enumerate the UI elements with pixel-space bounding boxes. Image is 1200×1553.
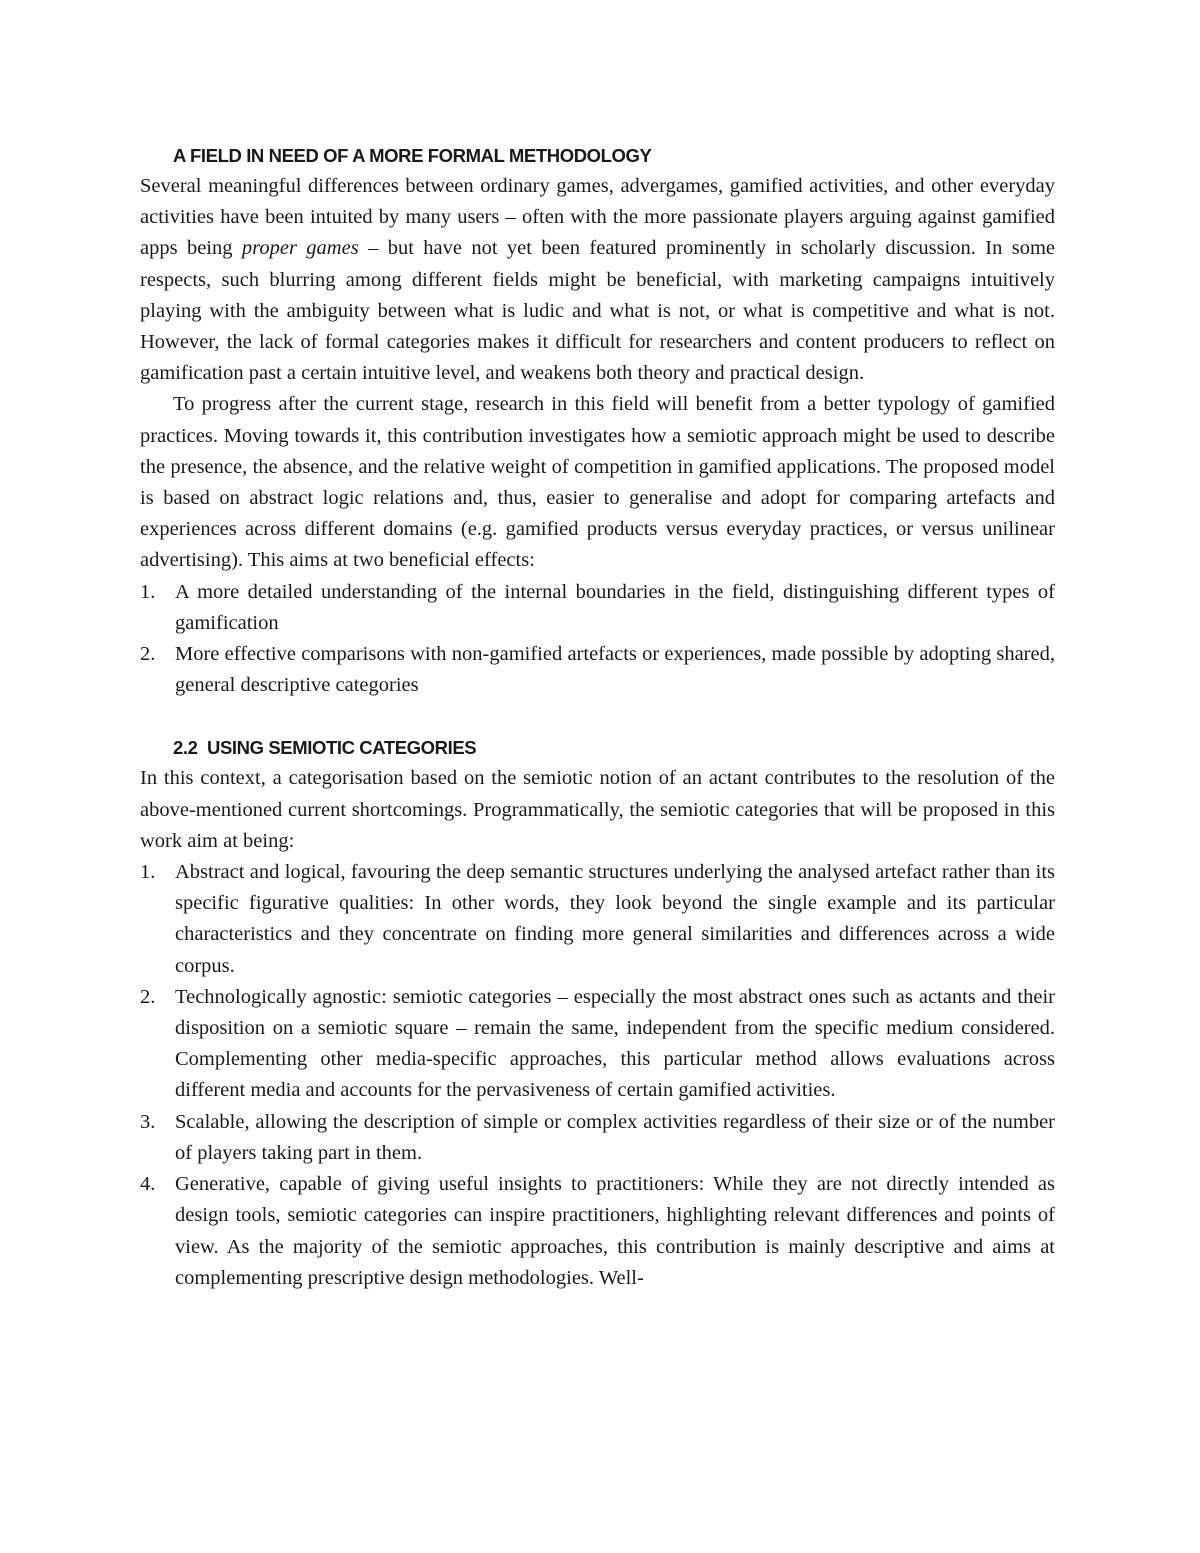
document-page [140, 140, 1055, 1294]
list-item [140, 1107, 1055, 1169]
list-item-text: Scalable, allowing the description of simple or complex activities regardless of their size or of the number of players taking part in them. [175, 1110, 1055, 1164]
list-number: 1. [140, 580, 156, 603]
list-number: 2. [140, 643, 156, 666]
paragraph-spacer [140, 701, 1055, 732]
list-number: 2. [140, 985, 156, 1008]
section-heading: 2.2 USING SEMIOTIC CATEGORIES [173, 737, 477, 759]
list-item [140, 982, 1055, 1107]
body-paragraph: To progress after the current stage, research in this field will benefit from a better typology of gamified practices. Moving towards it, this contribution investigates how a semiotic approach might be used to describe the presence, the absence, and the relative weight of competition in gamified applications. The proposed model is based on abstract logic relations and, thus, easier to generalise and adopt for comparing artefacts and experiences across different domains (e.g. gamified products versus everyday practices, or versus unilinear advertising). This aims at two beneficial effects: [140, 393, 1055, 572]
list-item-text: More effective comparisons with non-gamified artefacts or experiences, made possible by adopting shared, general descriptive categories [175, 643, 1055, 697]
list-item-text: Technologically agnostic: semiotic categories – especially the most abstract ones such as actants and their disposition on a semiotic square – remain the same, independent from the specific medium considered. Complementing other media-specific approaches, this particular method allows evaluations across different media and accounts for the pervasiveness of certain gamified activities. [175, 985, 1055, 1102]
list-item [140, 1169, 1055, 1294]
list-item-text: A more detailed understanding of the internal boundaries in the field, distinguishing different types of gamification [175, 580, 1055, 634]
list-item [140, 857, 1055, 982]
list-item [140, 639, 1055, 701]
list-number: 1. [140, 861, 156, 884]
numbered-list [140, 577, 1055, 702]
list-number: 3. [140, 1110, 156, 1133]
body-paragraph: Several meaningful differences between ordinary games, advergames, gamified activities, and other everyday activities have been intuited by many users – often with the more passionate players arguing against gamified apps being proper games – but have not yet been featured prominently in scholarly discussion. In some respects, such blurring among different fields might be beneficial, with marketing campaigns intuitively playing with the ambiguity between what is ludic and what is not, or what is competitive and what is not. However, the lack of formal categories makes it difficult for researchers and content producers to reflect on gamification past a certain intuitive level, and weakens both theory and practical design. [140, 175, 1055, 385]
emphasis-text: proper games [241, 237, 359, 260]
list-item [140, 577, 1055, 639]
list-item-text: Generative, capable of giving useful insights to practitioners: While they are not directly intended as design tools, semiotic categories can inspire practitioners, highlighting relevant differences and points of view. As the majority of the semiotic approaches, this contribution is mainly descriptive and aims at complementing prescriptive design methodologies. Well- [175, 1173, 1055, 1289]
list-number: 4. [140, 1173, 156, 1196]
list-item-text: Abstract and logical, favouring the deep semantic structures underlying the analysed artefact rather than its specific figurative qualities: In other words, they look beyond the single example and its particular characteristics and they concentrate on finding more general similarities and differences across a wide corpus. [175, 861, 1055, 977]
section-heading: A FIELD IN NEED OF A MORE FORMAL METHODOLOGY [173, 145, 652, 166]
body-paragraph: In this context, a categorisation based on the semiotic notion of an actant contributes to the resolution of the above-mentioned current shortcomings. Programmatically, the semiotic categories that will be proposed in this work aim at being: [140, 767, 1055, 852]
numbered-list [140, 857, 1055, 1294]
